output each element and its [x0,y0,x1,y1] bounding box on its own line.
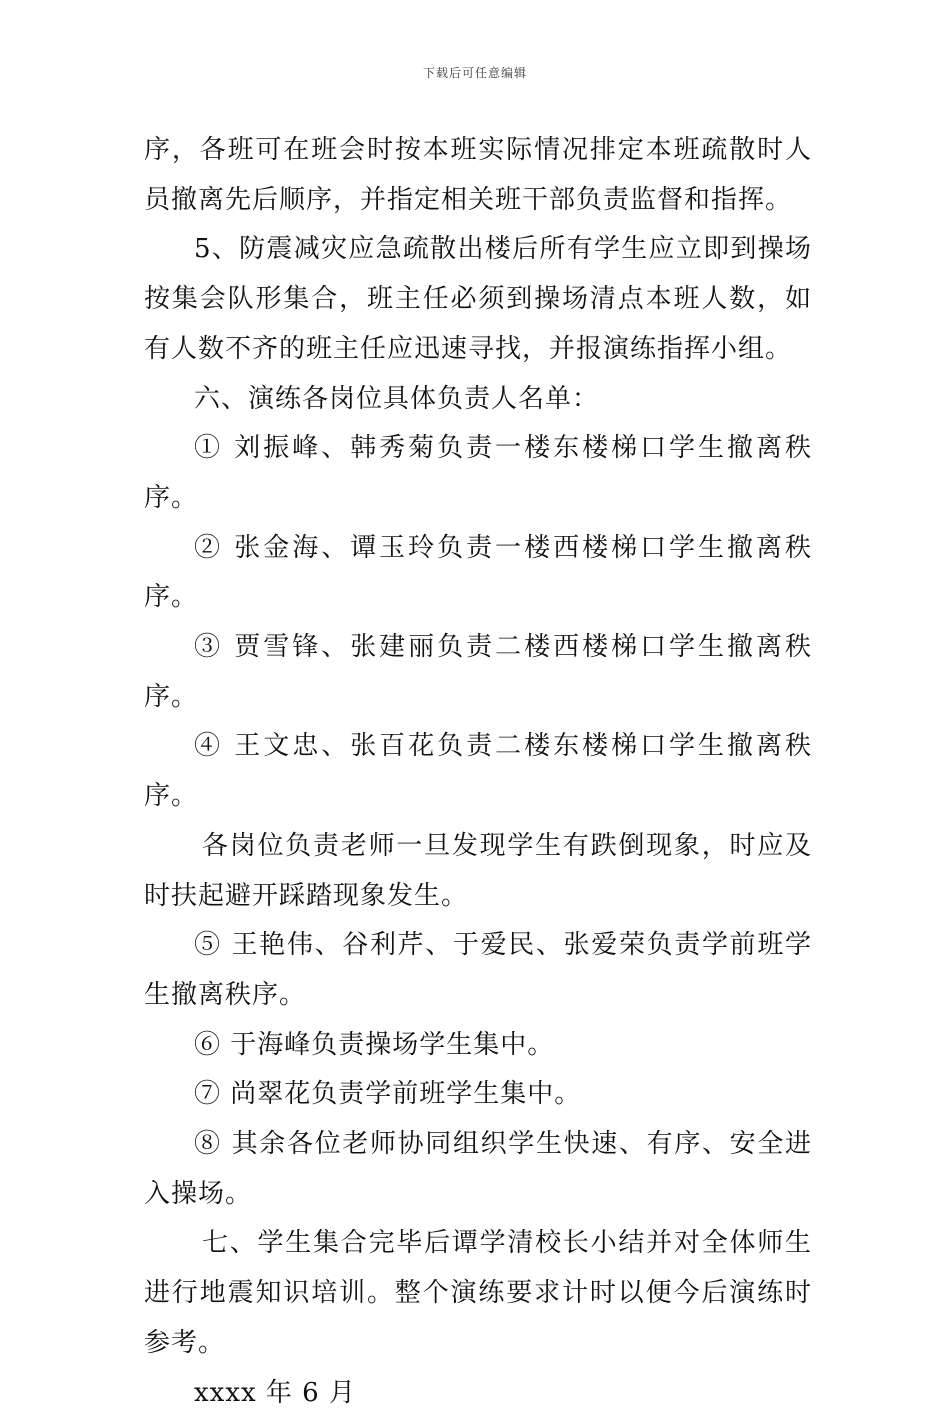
list-item-8: ⑧ 其余各位老师协同组织学生快速、有序、安全进入操场。 [144,1129,812,1209]
paragraph-evacuation-order-continued: 序，各班可在班会时按本班实际情况排定本班疏散时人员撤离先后顺序，并指定相关班干部负责监督和指挥。 [144,135,812,215]
page-header: 下载后可任意编辑 [422,66,527,80]
list-item-4: ④ 王文忠、张百花负责二楼东楼梯口学生撤离秩序。 [144,731,812,812]
section-heading-six: 六、演练各岗位具体负责人名单： [194,383,600,414]
paragraph-item-5: 5、防震减灾应急疏散出楼后所有学生应立即到操场按集会队形集合，班主任必须到操场清点本班人数，如有人数不齐的班主任应迅速寻找，并报演练指挥小组。 [144,234,812,364]
list-item-5: ⑤ 王艳伟、谷利芹、于爱民、张爱荣负责学前班学生撤离秩序。 [144,930,812,1010]
list-item-1: ① 刘振峰、韩秀菊负责一楼东楼梯口学生撤离秩序。 [144,433,812,513]
paragraph-fall-prevention: 各岗位负责老师一旦发现学生有跌倒现象，时应及时扶起避开踩踏现象发生。 [144,830,812,911]
list-item-3: ③ 贾雪锋、张建丽负责二楼西楼梯口学生撤离秩序。 [144,632,812,712]
list-item-7: ⑦ 尚翠花负责学前班学生集中。 [194,1079,582,1110]
list-item-2: ② 张金海、谭玉玲负责一楼西楼梯口学生撤离秩序。 [144,532,812,613]
document-body [144,126,812,1418]
section-seven: 七、学生集合完毕后谭学清校长小结并对全体师生进行地震知识培训。整个演练要求计时以便今后演练时参考。 [144,1228,812,1358]
document-date: xxxx 年 6 月 [194,1377,356,1408]
list-item-6: ⑥ 于海峰负责操场学生集中。 [194,1029,555,1060]
